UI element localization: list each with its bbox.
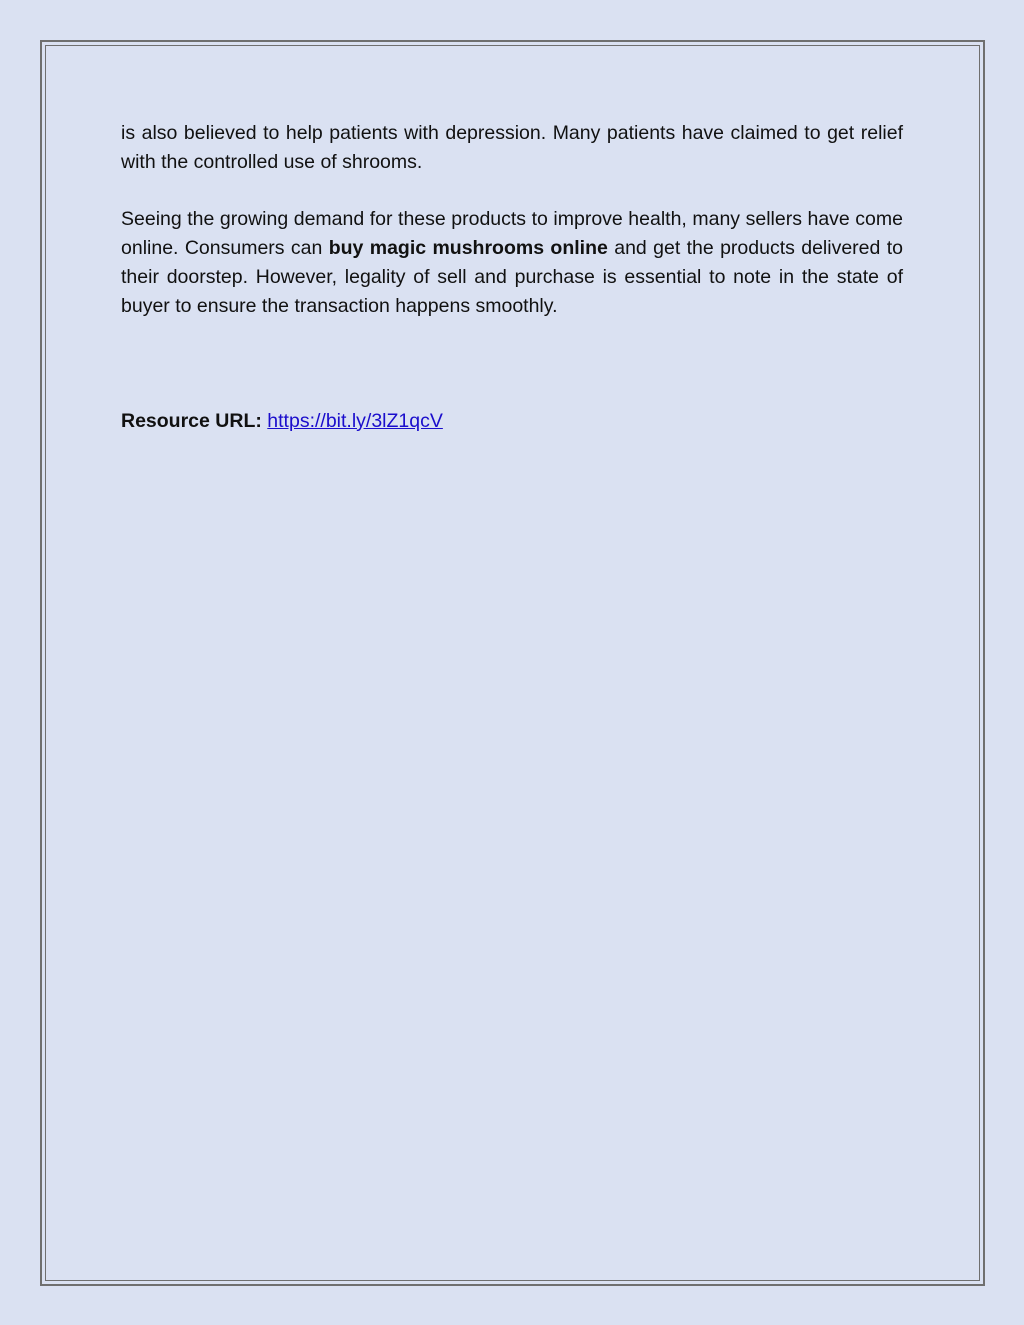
- paragraph-text-before: Seeing the growing demand for these products to improve health, many sellers have come online. Consumers can: [121, 208, 903, 260]
- paragraph-online-sellers: [121, 205, 903, 320]
- paragraph-depression: is also believed to help patients with depression. Many patients have claimed to get relief with the controlled use of shrooms.: [121, 122, 903, 173]
- document-body: [121, 119, 903, 435]
- resource-link[interactable]: https://bit.ly/3lZ1qcV: [267, 409, 443, 432]
- paragraph-text-after: and get the products delivered to their doorstep. However, legality of sell and purchase is essential to note in the state of buyer to ensure the transaction happens smoothly.: [121, 237, 903, 317]
- resource-line: [121, 407, 903, 436]
- resource-label: Resource URL:: [121, 409, 262, 432]
- bold-keyword: buy magic mushrooms online: [328, 237, 608, 260]
